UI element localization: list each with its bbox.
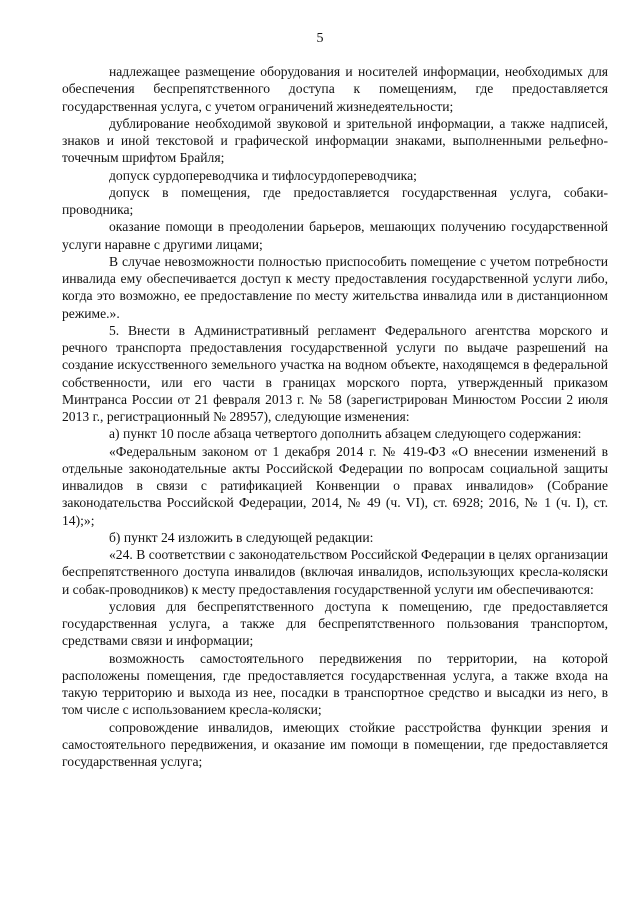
paragraph-placement-equipment: надлежащее размещение оборудования и носителей информации, необходимых для обеспечения беспрепятственного доступа к помещениям, где предоставляется государственная услуга, с учетом ограничений жизнедеятельности; (62, 64, 608, 114)
paragraph-duplication-information: дублирование необходимой звуковой и зрительной информации, а также надписей, знаков и иной текстовой и графической информации знаками, выполненными рельефно-точечным шрифтом Брайля; (62, 115, 608, 166)
page-number: 5 (316, 31, 324, 46)
document-body (62, 63, 608, 770)
paragraph-subitem-a: а) пункт 10 после абзаца четвертого дополнить абзацем следующего содержания: (109, 426, 582, 442)
paragraph-point-24: «24. В соответствии с законодательством Российской Федерации в целях организации беспрепятственного доступа инвалидов (включая инвалидов, использующих кресла-коляски и собак-проводников) к месту предоставления государственной услуги им обеспечиваются: (62, 547, 608, 597)
paragraph-guide-dog: допуск в помещения, где предоставляется государственная услуга, собаки-проводника; (62, 184, 608, 217)
paragraph-independent-movement: возможность самостоятельного передвижения по территории, на которой расположены помещения, где предоставляется государственная услуга, а также входа на такую территорию и выхода из нее, посадки в транспортное средство и высадки из него, в том числе с использованием кресла-коляски; (62, 650, 608, 718)
paragraph-federal-law-quote: «Федеральным законом от 1 декабря 2014 г. № 419-ФЗ «О внесении изменений в отдельные законодательные акты Российской Федерации по вопросам социальной защиты инвалидов в связи с ратификацией Конвенции о правах инвалидов» (Собрание законодательства Российской Федерации, 2014, № 49 (ч. VI), ст. 6928; 2016, № 1 (ч. I), ст. 14);»; (62, 443, 608, 528)
paragraph-access-conditions: условия для беспрепятственного доступа к помещению, где предоставляется государственная услуга, а также для беспрепятственного пользования транспортом, средствами связи и информации; (62, 598, 608, 649)
paragraph-remote-service: В случае невозможности полностью приспособить помещение с учетом потребности инвалида ему обеспечивается доступ к месту предоставления государственной услуги либо, когда это возможно, ее предоставление по месту жительства инвалида или в дистанционном режиме.». (62, 253, 608, 321)
paragraph-sign-interpreter: допуск сурдопереводчика и тифлосурдопереводчика; (109, 167, 417, 183)
paragraph-subitem-b: б) пункт 24 изложить в следующей редакции: (109, 529, 374, 545)
paragraph-item-5: 5. Внести в Административный регламент Федерального агентства морского и речного транспорта предоставления государственной услуги по выдаче разрешений на создание искусственного земельного участка на водном объекте, находящемся в федеральной собственности, или его части в границах морского порта, утвержденный приказом Минтранса России от 21 февраля 2013 г. № 58 (зарегистрирован Минюстом России 2 июля 2013 г., регистрационный № 28957), следующие изменения: (62, 322, 608, 424)
paragraph-accompaniment: сопровождение инвалидов, имеющих стойкие расстройства функции зрения и самостоятельного передвижения, и оказание им помощи в помещении, где предоставляется государственная услуга; (62, 719, 608, 769)
paragraph-assistance-barriers: оказание помощи в преодолении барьеров, мешающих получению государственной услуги наравне с другими лицами; (62, 219, 608, 252)
